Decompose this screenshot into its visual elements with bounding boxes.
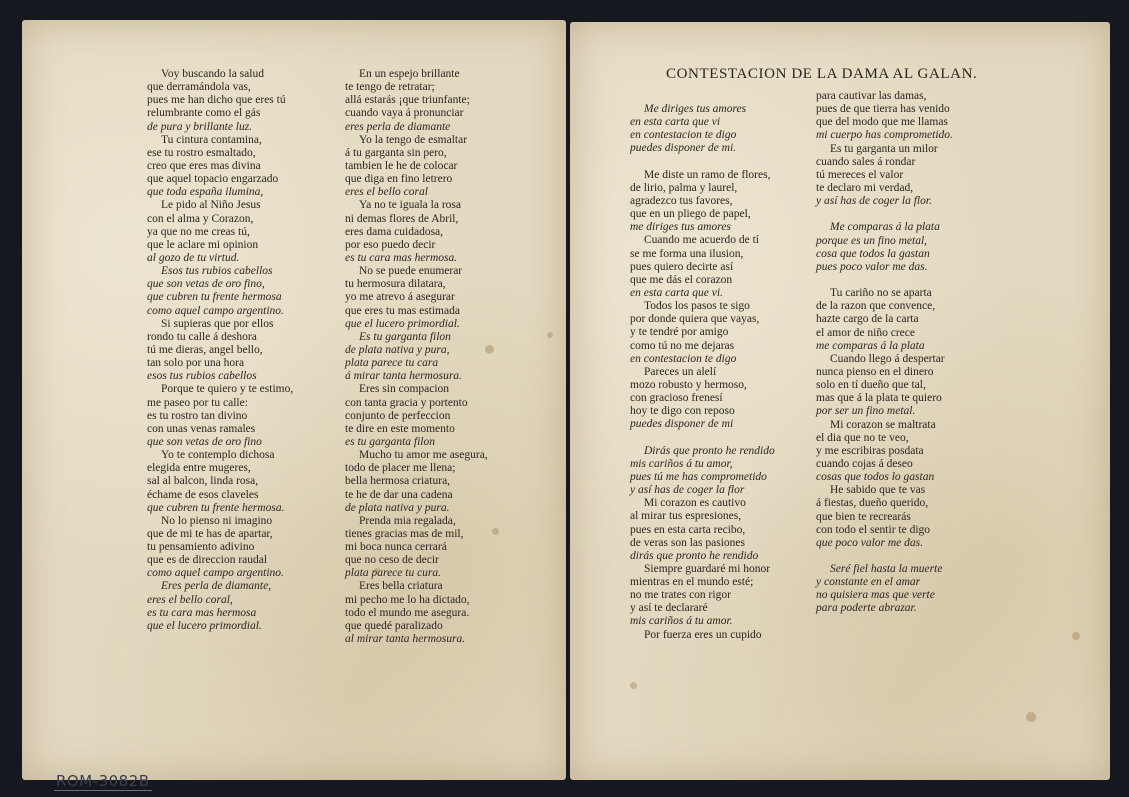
verse-line: pues en esta carta recibo, <box>630 523 746 536</box>
verse-line: Tu cintura contamina, <box>161 133 262 146</box>
verse-line: todo el mundo me asegura. <box>345 606 470 619</box>
verse-line: que aquel topacio engarzado <box>147 173 279 186</box>
verse-line: hoy te digo con reposo <box>630 405 735 418</box>
verse-line: con gracioso frenesí <box>630 392 723 405</box>
right-column-2 <box>816 90 953 616</box>
verse-line: Seré fiel hasta la muerte <box>830 563 943 576</box>
stain-spot <box>485 345 494 354</box>
verse-line: que no ceso de decir <box>345 554 439 567</box>
verse-line: Siempre guardaré mi honor <box>644 562 771 575</box>
verse-line: échame de esos claveles <box>147 488 259 501</box>
verse-line <box>630 432 775 445</box>
verse-line: eres dama cuidadosa, <box>345 225 444 238</box>
verse-line: de plata nativa y pura. <box>345 501 450 514</box>
verse-line: y te tendré por amigo <box>630 326 729 339</box>
verse-line: á fiestas, dueño querido, <box>816 497 929 510</box>
verse-line: y así has de coger la flor. <box>816 195 932 208</box>
verse-line: mis cariños á tu amor, <box>630 457 733 470</box>
verse-line: Porque te quiero y te estimo, <box>161 383 294 396</box>
verse-line: pues de que tierra has venido <box>816 103 950 116</box>
verse-line: para cautivar las damas, <box>816 90 927 102</box>
catalog-stamp: ROM-3082B <box>56 772 150 790</box>
stain-spot <box>547 332 553 338</box>
verse-line: el amor de niño crece <box>816 326 915 339</box>
verse-line <box>816 274 953 287</box>
verse-line: en esta carta que vi <box>630 116 721 129</box>
verse-line: que el lucero primordial. <box>345 317 460 330</box>
verse-line: Tu cariño no se aparta <box>830 287 932 300</box>
verse-line: que cubren tu frente hermosa <box>147 291 282 304</box>
verse-line: Esos tus rubios cabellos <box>161 265 273 278</box>
verse-line: por eso puedo decir <box>345 238 436 251</box>
stain-spot <box>630 682 637 689</box>
verse-line: esos tus rubios cabellos <box>147 370 257 383</box>
verse-line: dirás que pronto he rendido <box>630 549 759 562</box>
verse-line: eres el bello coral, <box>147 593 233 606</box>
verse-line: sal al balcon, linda rosa, <box>147 475 259 488</box>
stain-spot <box>1072 632 1080 640</box>
verse-line: plata parece tu cura. <box>345 567 442 580</box>
left-page <box>22 20 566 790</box>
verse-line: cosa que todos la gastan <box>816 247 930 260</box>
verse-line: que derramándola vas, <box>147 81 251 94</box>
verse-line: por ser un fino metal. <box>816 405 916 418</box>
verse-line: en contestacion te digo <box>630 129 737 142</box>
verse-line: de veras son las pasiones <box>630 536 745 549</box>
verse-line: te he de dar una cadena <box>345 488 453 501</box>
verse-line: yo me atrevo á asegurar <box>345 291 455 304</box>
verse-line: como tú no me dejaras <box>630 339 735 352</box>
verse-line: mi pecho me lo ha dictado, <box>345 593 470 606</box>
verse-line: de plata nativa y pura, <box>345 343 450 356</box>
verse-line: mozo robusto y hermoso, <box>630 378 747 391</box>
verse-line: conjunto de perfeccion <box>345 409 451 422</box>
verse-line: Eres bella criatura <box>359 580 443 593</box>
left-column-1 <box>147 68 293 633</box>
verse-line: que quedé paralizado <box>345 619 443 632</box>
verse-line: con el alma y Corazon, <box>147 212 254 225</box>
verse-line: me comparas á la plata <box>816 339 925 352</box>
verse-line: bella hermosa criatura, <box>345 475 451 488</box>
verse-line: creo que eres mas divina <box>147 159 261 172</box>
verse-line: Yo la tengo de esmaltar <box>359 133 468 146</box>
verse-line: nunca pienso en el dinero <box>816 365 934 378</box>
left-column-2 <box>345 68 488 646</box>
verse-line: pues tú me has comprometido <box>630 470 767 483</box>
verse-line: que el lucero primordial. <box>147 619 262 632</box>
right-page <box>570 22 1110 780</box>
verse-line: de la razon que convence, <box>816 300 936 313</box>
stain-spot <box>1026 712 1036 722</box>
verse-line: de pura y brillante luz. <box>147 120 253 133</box>
verse-line: mis cariños á tu amor. <box>630 615 733 628</box>
verse-line: He sabido que te vas <box>830 484 926 497</box>
page-title: CONTESTACION DE LA DAMA AL GALAN. <box>666 66 978 82</box>
verse-line: se me forma una ilusion, <box>630 247 744 260</box>
verse-line: solo en tí dueño que tal, <box>816 379 926 392</box>
verse-line: me paseo por tu calle: <box>147 396 248 409</box>
verse-line: elegida entre mugeres, <box>147 462 251 475</box>
verse-line: mas que á la plata te quiero <box>816 392 942 405</box>
verse-line: relumbrante como el gás <box>147 107 261 120</box>
verse-line: Le pido al Niño Jesus <box>161 199 261 212</box>
verse-line: puedes disponer de mi <box>630 418 734 431</box>
verse-line: te dire en este momento <box>345 422 455 435</box>
verse-line: es tu rostro tan divino <box>147 409 248 422</box>
verse-line: tu pensamiento adivino <box>147 541 255 554</box>
verse-line: ya que no me creas tú, <box>147 225 250 238</box>
verse-line: todo de placer me llena; <box>345 462 456 475</box>
verse-line <box>816 550 953 563</box>
stain-spot <box>374 568 380 574</box>
verse-line: No se puede enumerar <box>359 265 463 278</box>
verse-line: que toda españa ilumina, <box>147 186 264 199</box>
verse-line: mi boca nunca cerrará <box>345 541 447 554</box>
verse-line: cuando sales á rondar <box>816 155 916 168</box>
verse-line: ese tu rostro esmaltado, <box>147 146 256 159</box>
verse-line: tu hermosura dilatara, <box>345 278 446 291</box>
verse-line: que eres tu mas estimada <box>345 304 460 317</box>
verse-line: en esta carta que vi. <box>630 286 723 299</box>
verse-line: el dia que no te veo, <box>816 431 909 444</box>
verse-line: tambien le he de colocar <box>345 159 458 172</box>
verse-line: no quisiera mas que verte <box>816 589 935 602</box>
verse-line: Cuando me acuerdo de tí <box>644 234 759 247</box>
verse-line: es tu cara mas hermosa. <box>345 251 458 264</box>
verse-line: No lo pienso ni imagino <box>161 514 273 527</box>
verse-line: eres el bello coral <box>345 186 428 199</box>
verse-line: con unas venas ramales <box>147 422 256 435</box>
verse-line: como aquel campo argentino. <box>147 304 284 317</box>
verse-line: que diga en fino letrero <box>345 173 453 186</box>
verse-line: tú mereces el valor <box>816 168 904 181</box>
verse-line: mi cuerpo has comprometido. <box>816 129 953 142</box>
verse-line: tienes gracias mas de mil, <box>345 527 464 540</box>
verse-line: Yo te contemplo dichosa <box>161 449 275 462</box>
verse-line <box>816 208 953 221</box>
verse-line: Todos los pasos te sigo <box>644 300 750 313</box>
verse-line: mientras en el mundo esté; <box>630 576 754 589</box>
verse-line: Si supieras que por ellos <box>161 317 274 330</box>
verse-line: es tu garganta filon <box>345 435 435 448</box>
verse-line: tú me dieras, angel bello, <box>147 343 263 356</box>
verse-line: Me diste un ramo de flores, <box>644 168 771 181</box>
verse-line: te tengo de retratar; <box>345 81 435 94</box>
verse-line: allá estarás ¡que triunfante; <box>345 94 470 107</box>
verse-line: cuando cojas á deseo <box>816 457 913 470</box>
verse-line: de lirio, palma y laurel, <box>630 181 738 194</box>
verse-line: Eres perla de diamante, <box>161 580 272 593</box>
verse-line: Voy buscando la salud <box>161 68 264 80</box>
verse-line: te declaro mi verdad, <box>816 181 914 194</box>
verse-line: me diriges tus amores <box>630 221 731 234</box>
verse-line: que le aclare mi opinion <box>147 238 259 251</box>
verse-line: y así has de coger la flor <box>630 484 745 497</box>
verse-line: al mirar tus espresiones, <box>630 510 742 523</box>
verse-line: Mi corazon se maltrata <box>830 418 936 431</box>
right-column-1 <box>630 103 775 642</box>
verse-line: Pareces un alelí <box>644 365 717 378</box>
verse-line: Mi corazon es cautivo <box>644 497 746 510</box>
verse-line: rondo tu calle á deshora <box>147 330 257 343</box>
verse-line: Es tu garganta filon <box>359 330 451 343</box>
verse-line: pues quiero decirte así <box>630 260 734 273</box>
verse-line: como aquel campo argentino. <box>147 567 284 580</box>
verse-line: Me comparas á la plata <box>830 221 940 234</box>
verse-line: plata parece tu cara <box>345 357 439 370</box>
verse-line: tan solo por una hora <box>147 357 245 370</box>
verse-line: porque es un fino metal, <box>816 234 928 247</box>
verse-line: para poderte abrazar. <box>816 602 917 615</box>
verse-line: Dirás que pronto he rendido <box>644 444 775 457</box>
verse-line: que de mi te has de apartar, <box>147 527 273 540</box>
verse-line: que poco valor me das. <box>816 536 923 549</box>
verse-line: puedes disponer de mi. <box>630 142 737 155</box>
verse-line: á tu garganta sin pero, <box>345 146 447 159</box>
verse-line: que son vetas de oro fino, <box>147 278 265 291</box>
verse-line: agradezco tus favores, <box>630 194 733 207</box>
verse-line: al mirar tanta hermosura. <box>345 633 466 646</box>
verse-line: cosas que todos lo gastan <box>816 471 935 484</box>
verse-line: Mucho tu amor me asegura, <box>359 449 488 462</box>
verse-line: ni demas flores de Abril, <box>345 212 459 225</box>
verse-line: es tu cara mas hermosa <box>147 606 257 619</box>
verse-line: con todo el sentir te digo <box>816 523 931 536</box>
verse-line: pues poco valor me das. <box>816 260 928 273</box>
verse-line: pues me han dicho que eres tú <box>147 94 286 107</box>
verse-line: eres perla de diamante <box>345 120 451 133</box>
verse-line: Ya no te iguala la rosa <box>359 199 461 212</box>
verse-line: que es de direccion raudal <box>147 554 268 567</box>
verse-line: que del modo que me llamas <box>816 116 948 129</box>
verse-line: y me escribiras posdata <box>816 444 924 457</box>
verse-line: que en un pliego de papel, <box>630 208 751 221</box>
verse-line: Eres sin compacion <box>359 383 450 396</box>
verse-line: Por fuerza eres un cupido <box>644 628 762 641</box>
verse-line: Prenda mia regalada, <box>359 514 456 527</box>
verse-line: no me trates con rigor <box>630 589 731 602</box>
verse-line: por donde quiera que vayas, <box>630 313 760 326</box>
verse-line <box>630 156 775 169</box>
verse-line: con tanta gracia y portento <box>345 396 468 409</box>
verse-line: Me diriges tus amores <box>644 103 747 115</box>
verse-line: En un espejo brillante <box>359 68 460 80</box>
verse-line: y así te declararé <box>630 602 708 615</box>
verse-line: en contestacion te digo <box>630 352 737 365</box>
verse-line: que son vetas de oro fino <box>147 435 262 448</box>
verse-line: cuando vaya á pronunciar <box>345 107 464 120</box>
verse-line: que cubren tu frente hermosa. <box>147 501 285 514</box>
verse-line: Es tu garganta un milor <box>830 142 938 155</box>
verse-line: que me dás el corazon <box>630 273 733 286</box>
verse-line: que bien te recrearás <box>816 510 911 523</box>
stain-spot <box>492 528 499 535</box>
verse-line: al gozo de tu virtud. <box>147 251 240 264</box>
verse-line: Cuando llego á despertar <box>830 352 945 365</box>
verse-line: hazte cargo de la carta <box>816 313 919 326</box>
verse-line: á mirar tanta hermosura. <box>345 370 462 383</box>
verse-line: y constante en el amar <box>816 576 921 589</box>
